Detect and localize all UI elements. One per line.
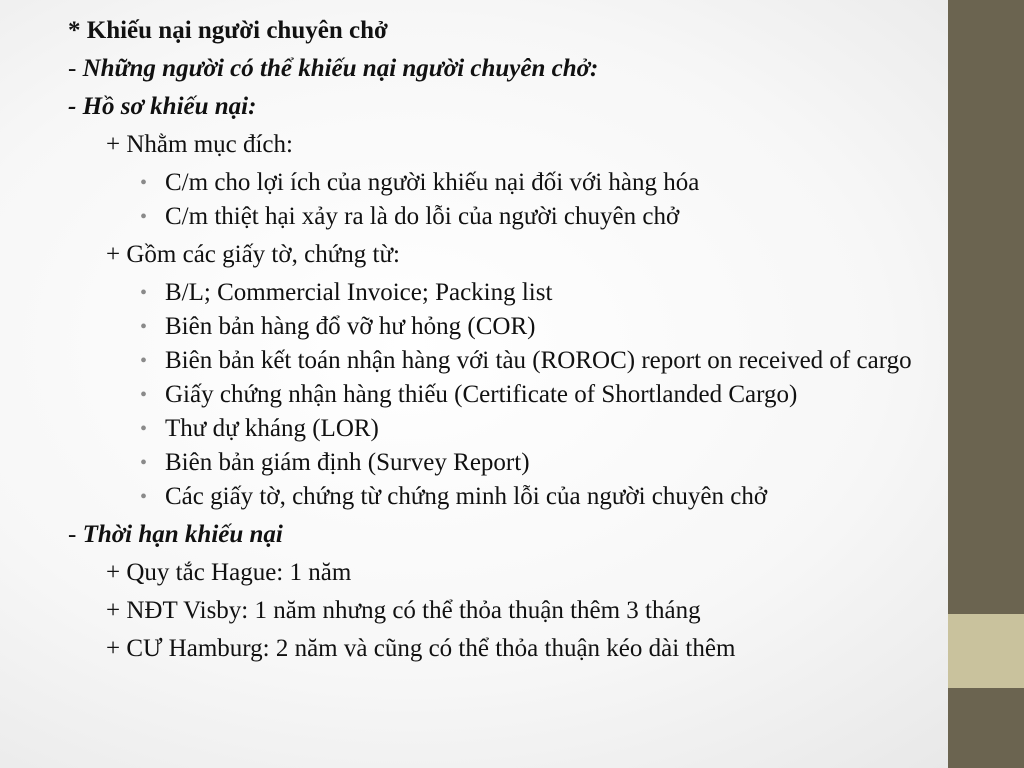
bullet-icon: • — [140, 282, 148, 304]
purpose-item: • C/m thiệt hại xảy ra là do lỗi của người chuyên chở — [140, 203, 680, 230]
slide-content — [68, 12, 930, 668]
time-limit-item: + CƯ Hamburg: 2 năm và cũng có thể thỏa thuận kéo dài thêm — [106, 635, 736, 662]
claimants-line — [68, 50, 930, 88]
purpose-label: + Nhằm mục đích: — [106, 131, 293, 158]
document-item: • Giấy chứng nhận hàng thiếu (Certificate of Shortlanded Cargo) — [140, 381, 798, 408]
document-item: • Biên bản kết toán nhận hàng với tàu (ROROC) report on received of cargo — [140, 347, 912, 374]
time-limit-dash: - — [68, 521, 77, 548]
dossier-label: - Hồ sơ khiếu nại: — [68, 93, 257, 120]
bullet-icon: • — [140, 418, 148, 440]
claimants-label: Những người có thể khiếu nại người chuyên chở: — [82, 55, 599, 82]
decorative-side-accent — [948, 614, 1024, 688]
document-item: • Biên bản giám định (Survey Report) — [140, 449, 530, 476]
bullet-icon: • — [140, 172, 148, 194]
bullet-icon: • — [140, 316, 148, 338]
document-item: • B/L; Commercial Invoice; Packing list — [140, 279, 553, 306]
claimants-dash: - — [68, 55, 77, 82]
bullet-icon: • — [140, 384, 148, 406]
document-item: • Các giấy tờ, chứng từ chứng minh lỗi của người chuyên chở — [140, 483, 768, 510]
time-limit-item: + Quy tắc Hague: 1 năm — [106, 559, 352, 586]
bullet-icon: • — [140, 350, 148, 372]
bullet-icon: • — [140, 452, 148, 474]
bullet-icon: • — [140, 486, 148, 508]
document-item: • Thư dự kháng (LOR) — [140, 415, 379, 442]
documents-label: + Gồm các giấy tờ, chứng từ: — [106, 241, 400, 268]
purpose-item: • C/m cho lợi ích của người khiếu nại đối với hàng hóa — [140, 169, 700, 196]
slide-heading: * Khiếu nại người chuyên chở — [68, 17, 388, 44]
time-limit-label: Thời hạn khiếu nại — [82, 521, 283, 548]
document-item: • Biên bản hàng đổ vỡ hư hỏng (COR) — [140, 313, 536, 340]
time-limit-item: + NĐT Visby: 1 năm nhưng có thể thỏa thuận thêm 3 tháng — [106, 597, 701, 624]
time-limit-line — [68, 516, 930, 554]
bullet-icon: • — [140, 206, 148, 228]
